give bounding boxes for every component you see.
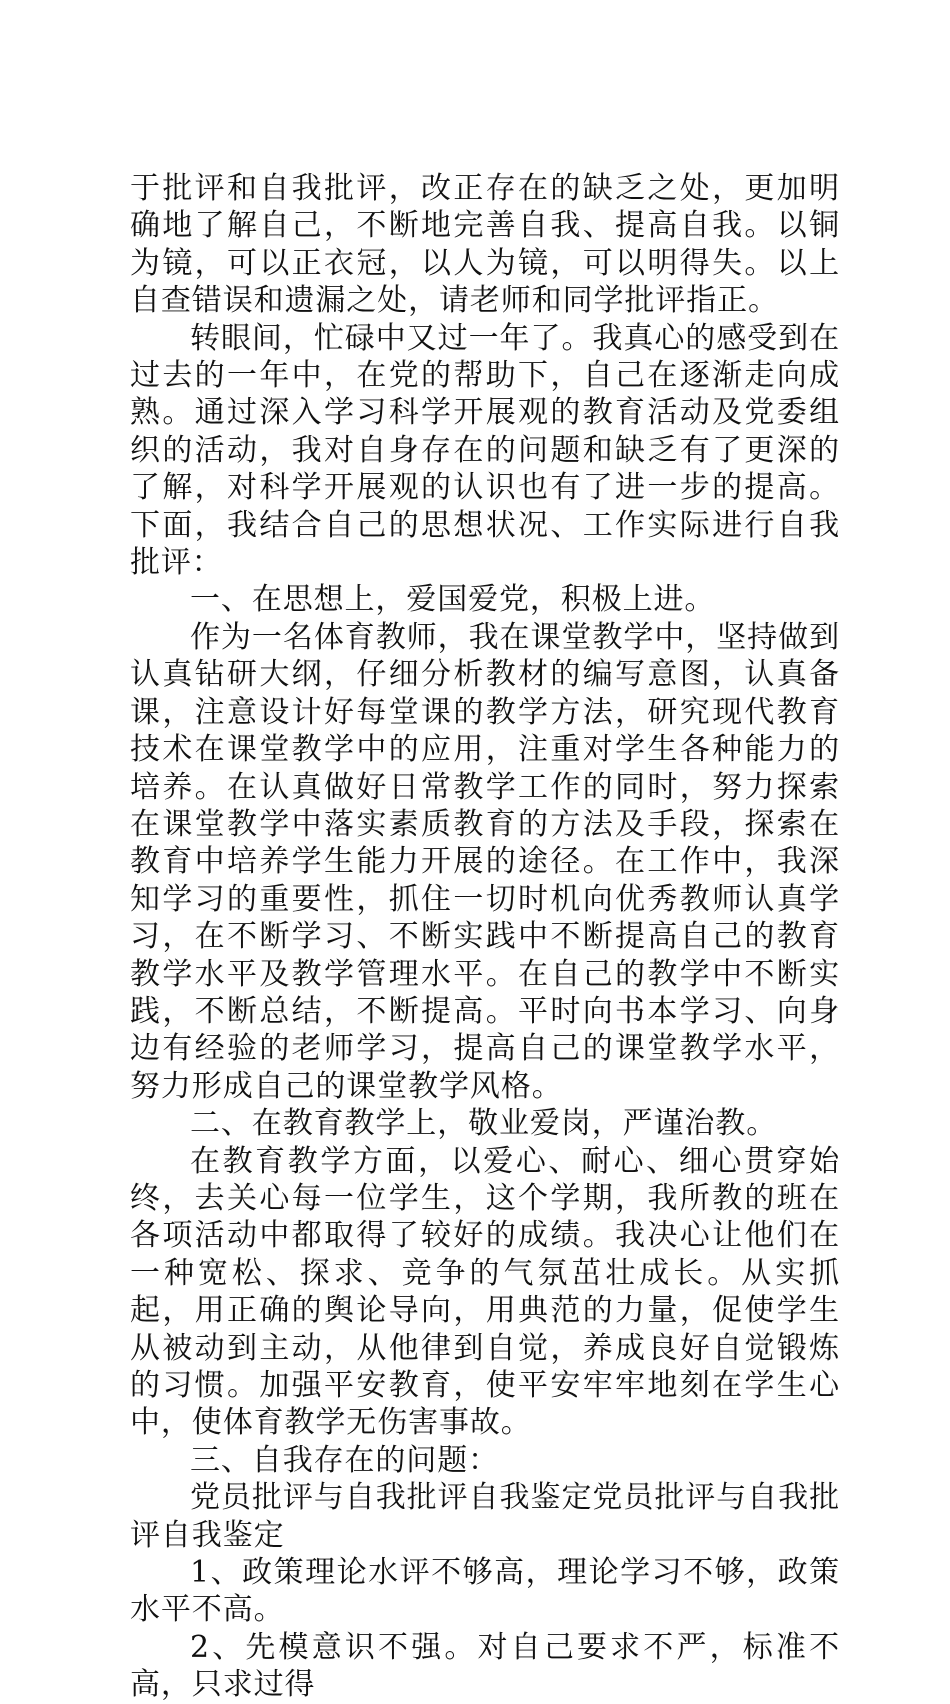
section-heading-problems: 三、自我存在的问题： [190,1442,499,1478]
section-heading-education: 二、在教育教学上，敬业爱岗，严谨治教。 [190,1106,778,1142]
paragraph-education: 在教育教学方面，以爱心、耐心、细心贯穿始终，去关心每一位学生，这个学期，我所教的班在各项活动中都取得了较好的成绩。我决心让他们在一种宽松、探求、竞争的气氛茁壮成长。从实抓起，用正确的舆论导向，用典范的力量，促使学生从被动到主动，从他律到自觉，养成良好自觉锻炼的习惯。加强平安教育，使平安牢牢地刻在学生心中，使体育教学无伤害事故。 [130,1143,840,1441]
list-item-2: 2、先模意识不强。对自己要求不严，标准不高，只求过得 [130,1629,840,1703]
list-item-1: 1、政策理论水评不够高，理论学习不够，政策水平不高。 [130,1555,840,1628]
paragraph-title-repeat: 党员批评与自我批评自我鉴定党员批评与自我批评自我鉴定 [130,1480,840,1553]
document-body [130,170,840,1704]
section-heading-thought: 一、在思想上，爱国爱党，积极上进。 [190,582,716,618]
paragraph-continuation: 于批评和自我批评，改正存在的缺乏之处，更加明确地了解自己，不断地完善自我、提高自我。以铜为镜，可以正衣冠，以人为镜，可以明得失。以上自查错误和遗漏之处，请老师和同学批评指正。 [130,171,840,319]
paragraph-teaching-practice: 作为一名体育教师，我在课堂教学中，坚持做到认真钻研大纲，仔细分析教材的编写意图，认真备课，注意设计好每堂课的教学方法，研究现代教育技术在课堂教学中的应用，注重对学生各种能力的培养。在认真做好日常教学工作的同时，努力探索在课堂教学中落实素质教育的方法及手段，探索在教育中培养学生能力开展的途径。在工作中，我深知学习的重要性，抓住一切时机向优秀教师认真学习，在不断学习、不断实践中不断提高自己的教育教学水平及教学管理水平。在自己的教学中不断实践，不断总结，不断提高。平时向书本学习、向身边有经验的老师学习，提高自己的课堂教学水平，努力形成自己的课堂教学风格。 [130,619,840,1104]
paragraph-intro: 转眼间，忙碌中又过一年了。我真心的感受到在过去的一年中，在党的帮助下，自己在逐渐走向成熟。通过深入学习科学开展观的教育活动及党委组织的活动，我对自身存在的问题和缺乏有了更深的了解，对科学开展观的认识也有了进一步的提高。下面，我结合自己的思想状况、工作实际进行自我批评： [130,320,840,581]
